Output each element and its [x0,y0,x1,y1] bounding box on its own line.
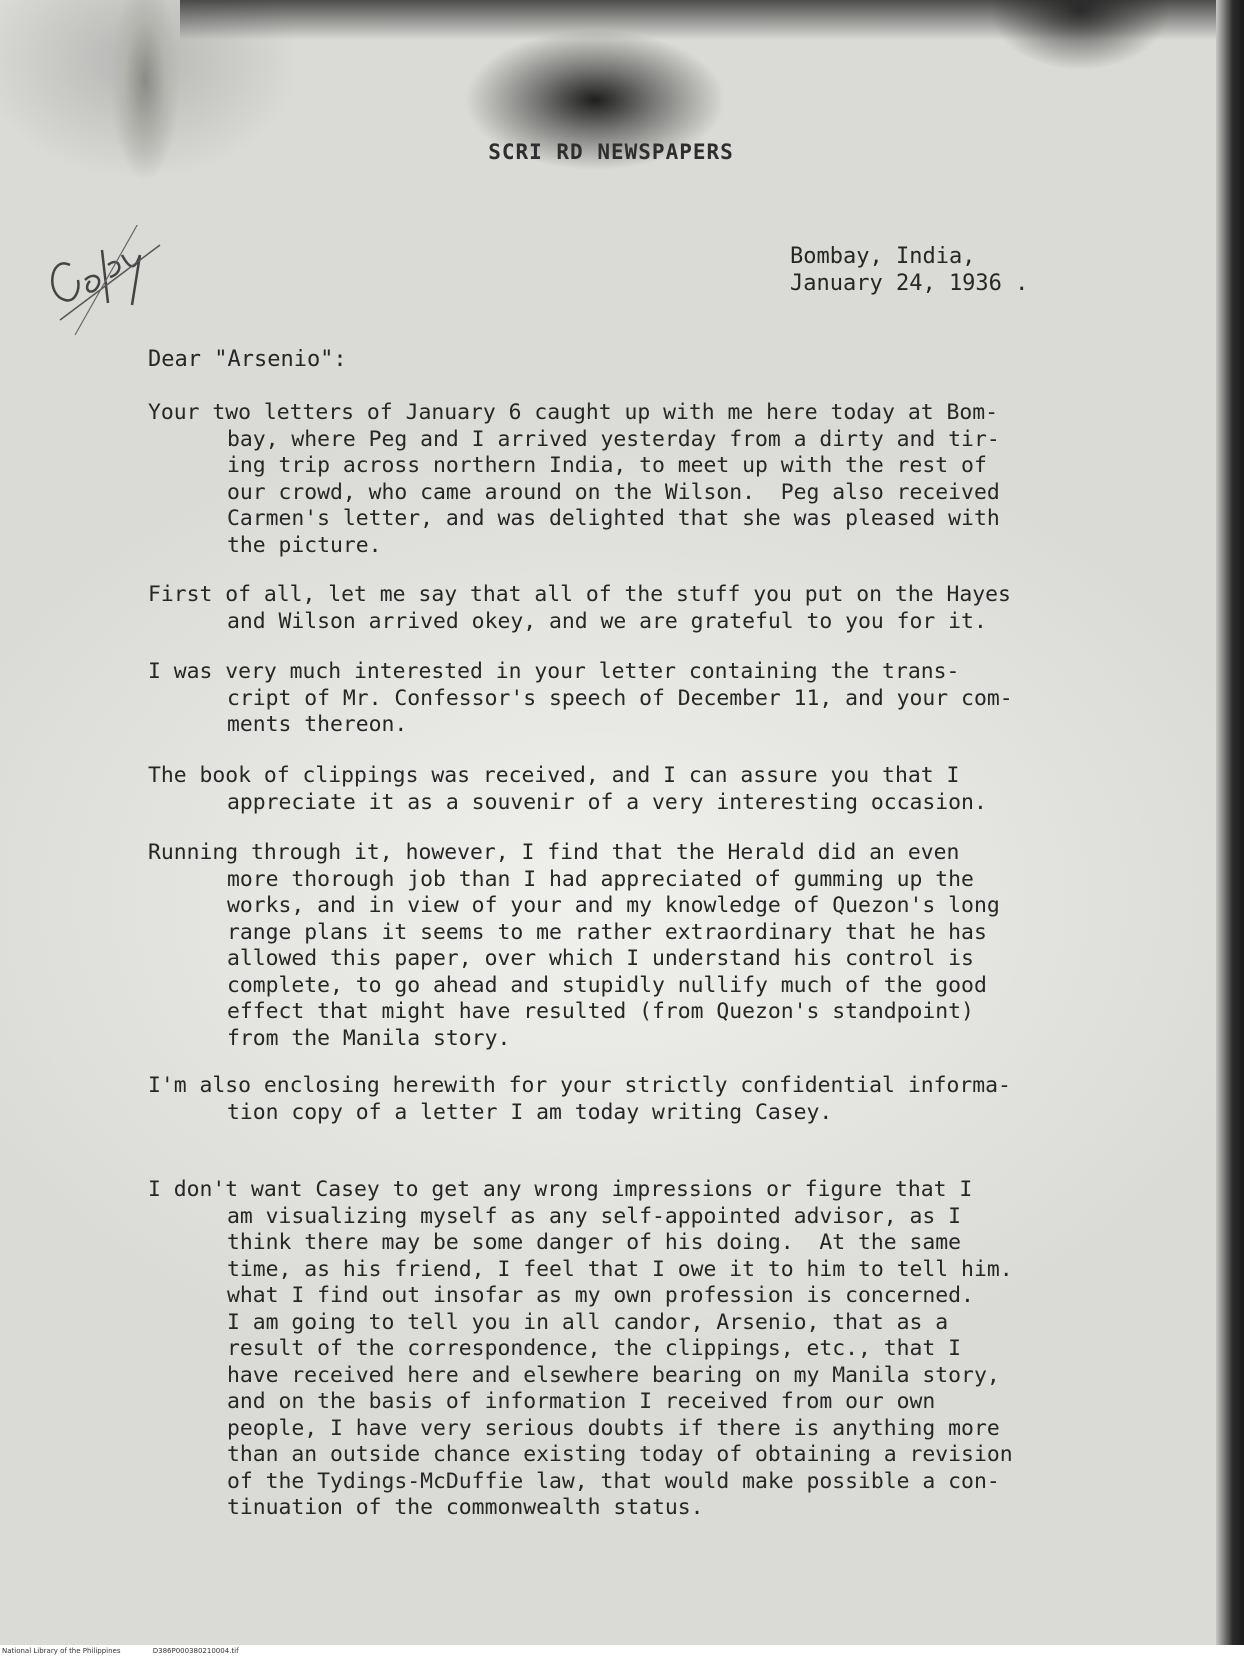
file-name: D386P000380210004.tif [152,1647,239,1655]
paragraph-3 [148,659,1013,739]
paragraph-line: and on the basis of information I received from our own [227,1389,936,1414]
paragraph-line: complete, to go ahead and stupidly nullify much of the good [227,972,987,998]
paragraph-line: people, I have very serious doubts if there is anything more [227,1415,1000,1441]
paragraph-line: have received here and elsewhere bearing on my Manila story, [227,1362,1000,1388]
paragraph-line: and Wilson arrived okey, and we are grateful to you for it. [227,608,987,634]
paragraph-4 [148,763,987,816]
paragraph-line: works, and in view of your and my knowledge of Quezon's long [227,893,1000,918]
paragraph-line: from the Manila story. [227,1025,511,1051]
paragraph-1 [148,400,1000,559]
dateline-date: January 24, 1936 . [790,271,1029,296]
paragraph-line: tion copy of a letter I am today writing Casey. [227,1099,833,1125]
paragraph-line: am visualizing myself as any self-appointed advisor, as I [227,1203,962,1229]
paragraph-line: effect that might have resulted (from Quezon's standpoint) [227,999,974,1024]
paragraph-line: bay, where Peg and I arrived yesterday from a dirty and tir- [227,426,1000,452]
dateline-place: Bombay, India, [790,244,976,269]
torn-paper-corner [110,0,180,200]
dateline [790,243,1028,297]
paragraph-line: more thorough job than I had appreciated of gumming up the [227,866,974,892]
paragraph-line: The book of clippings was received, and I can assure you that I [148,763,960,788]
paragraph-line: result of the correspondence, the clippings, etc., that I [227,1336,962,1361]
paragraph-line: Your two letters of January 6 caught up with me here today at Bom- [148,400,998,425]
paragraph-line: I was very much interested in your letter containing the trans- [148,659,960,684]
paragraph-line: what I find out insofar as my own profession is concerned. [227,1283,974,1308]
paragraph-2 [148,582,1011,635]
paragraph-line: appreciate it as a souvenir of a very interesting occasion. [227,789,987,815]
paragraph-line: time, as his friend, I feel that I owe it to him to tell him. [227,1256,1013,1282]
paragraph-line: cript of Mr. Confessor's speech of December 11, and your com- [227,685,1013,711]
salutation: Dear "Arsenio": [148,347,347,372]
paragraph-line: the picture. [227,532,382,558]
handwritten-copy-mark [40,225,170,345]
paragraph-line: ments thereon. [227,712,408,737]
paragraph-6 [148,1073,1011,1126]
paragraph-line: First of all, let me say that all of the stuff you put on the Hayes [148,582,1011,607]
archive-footer [0,1645,1244,1658]
paragraph-line: Running through it, however, I find that the Herald did an even [148,840,960,865]
paragraph-line: range plans it seems to me rather extraordinary that he has [227,919,987,945]
letterhead: SCRI RD NEWSPAPERS [488,140,734,164]
scan-shadow-top [180,0,1222,40]
paragraph-line: tinuation of the commonwealth status. [227,1495,704,1520]
paragraph-line: I'm also enclosing herewith for your strictly confidential informa- [148,1073,1011,1098]
paragraph-line: I am going to tell you in all candor, Arsenio, that as a [227,1309,949,1335]
archive-name: National Library of the Philippines [2,1647,121,1655]
paragraph-line: Carmen's letter, and was delighted that she was pleased with [227,506,1000,531]
paragraph-line: allowed this paper, over which I understand his control is [227,946,974,971]
paragraph-5 [148,840,1000,1052]
scan-edge-shadow [1216,0,1244,1658]
paragraph-7 [148,1177,1013,1522]
paragraph-line: our crowd, who came around on the Wilson. Peg also received [227,479,1000,505]
paragraph-line: of the Tydings-McDuffie law, that would make possible a con- [227,1468,1000,1494]
paragraph-line: I don't want Casey to get any wrong impressions or figure that I [148,1177,973,1202]
paragraph-line: think there may be some danger of his doing. At the same [227,1230,962,1255]
paragraph-line: than an outside chance existing today of obtaining a revision [227,1442,1013,1467]
paragraph-line: ing trip across northern India, to meet up with the rest of [227,453,987,478]
